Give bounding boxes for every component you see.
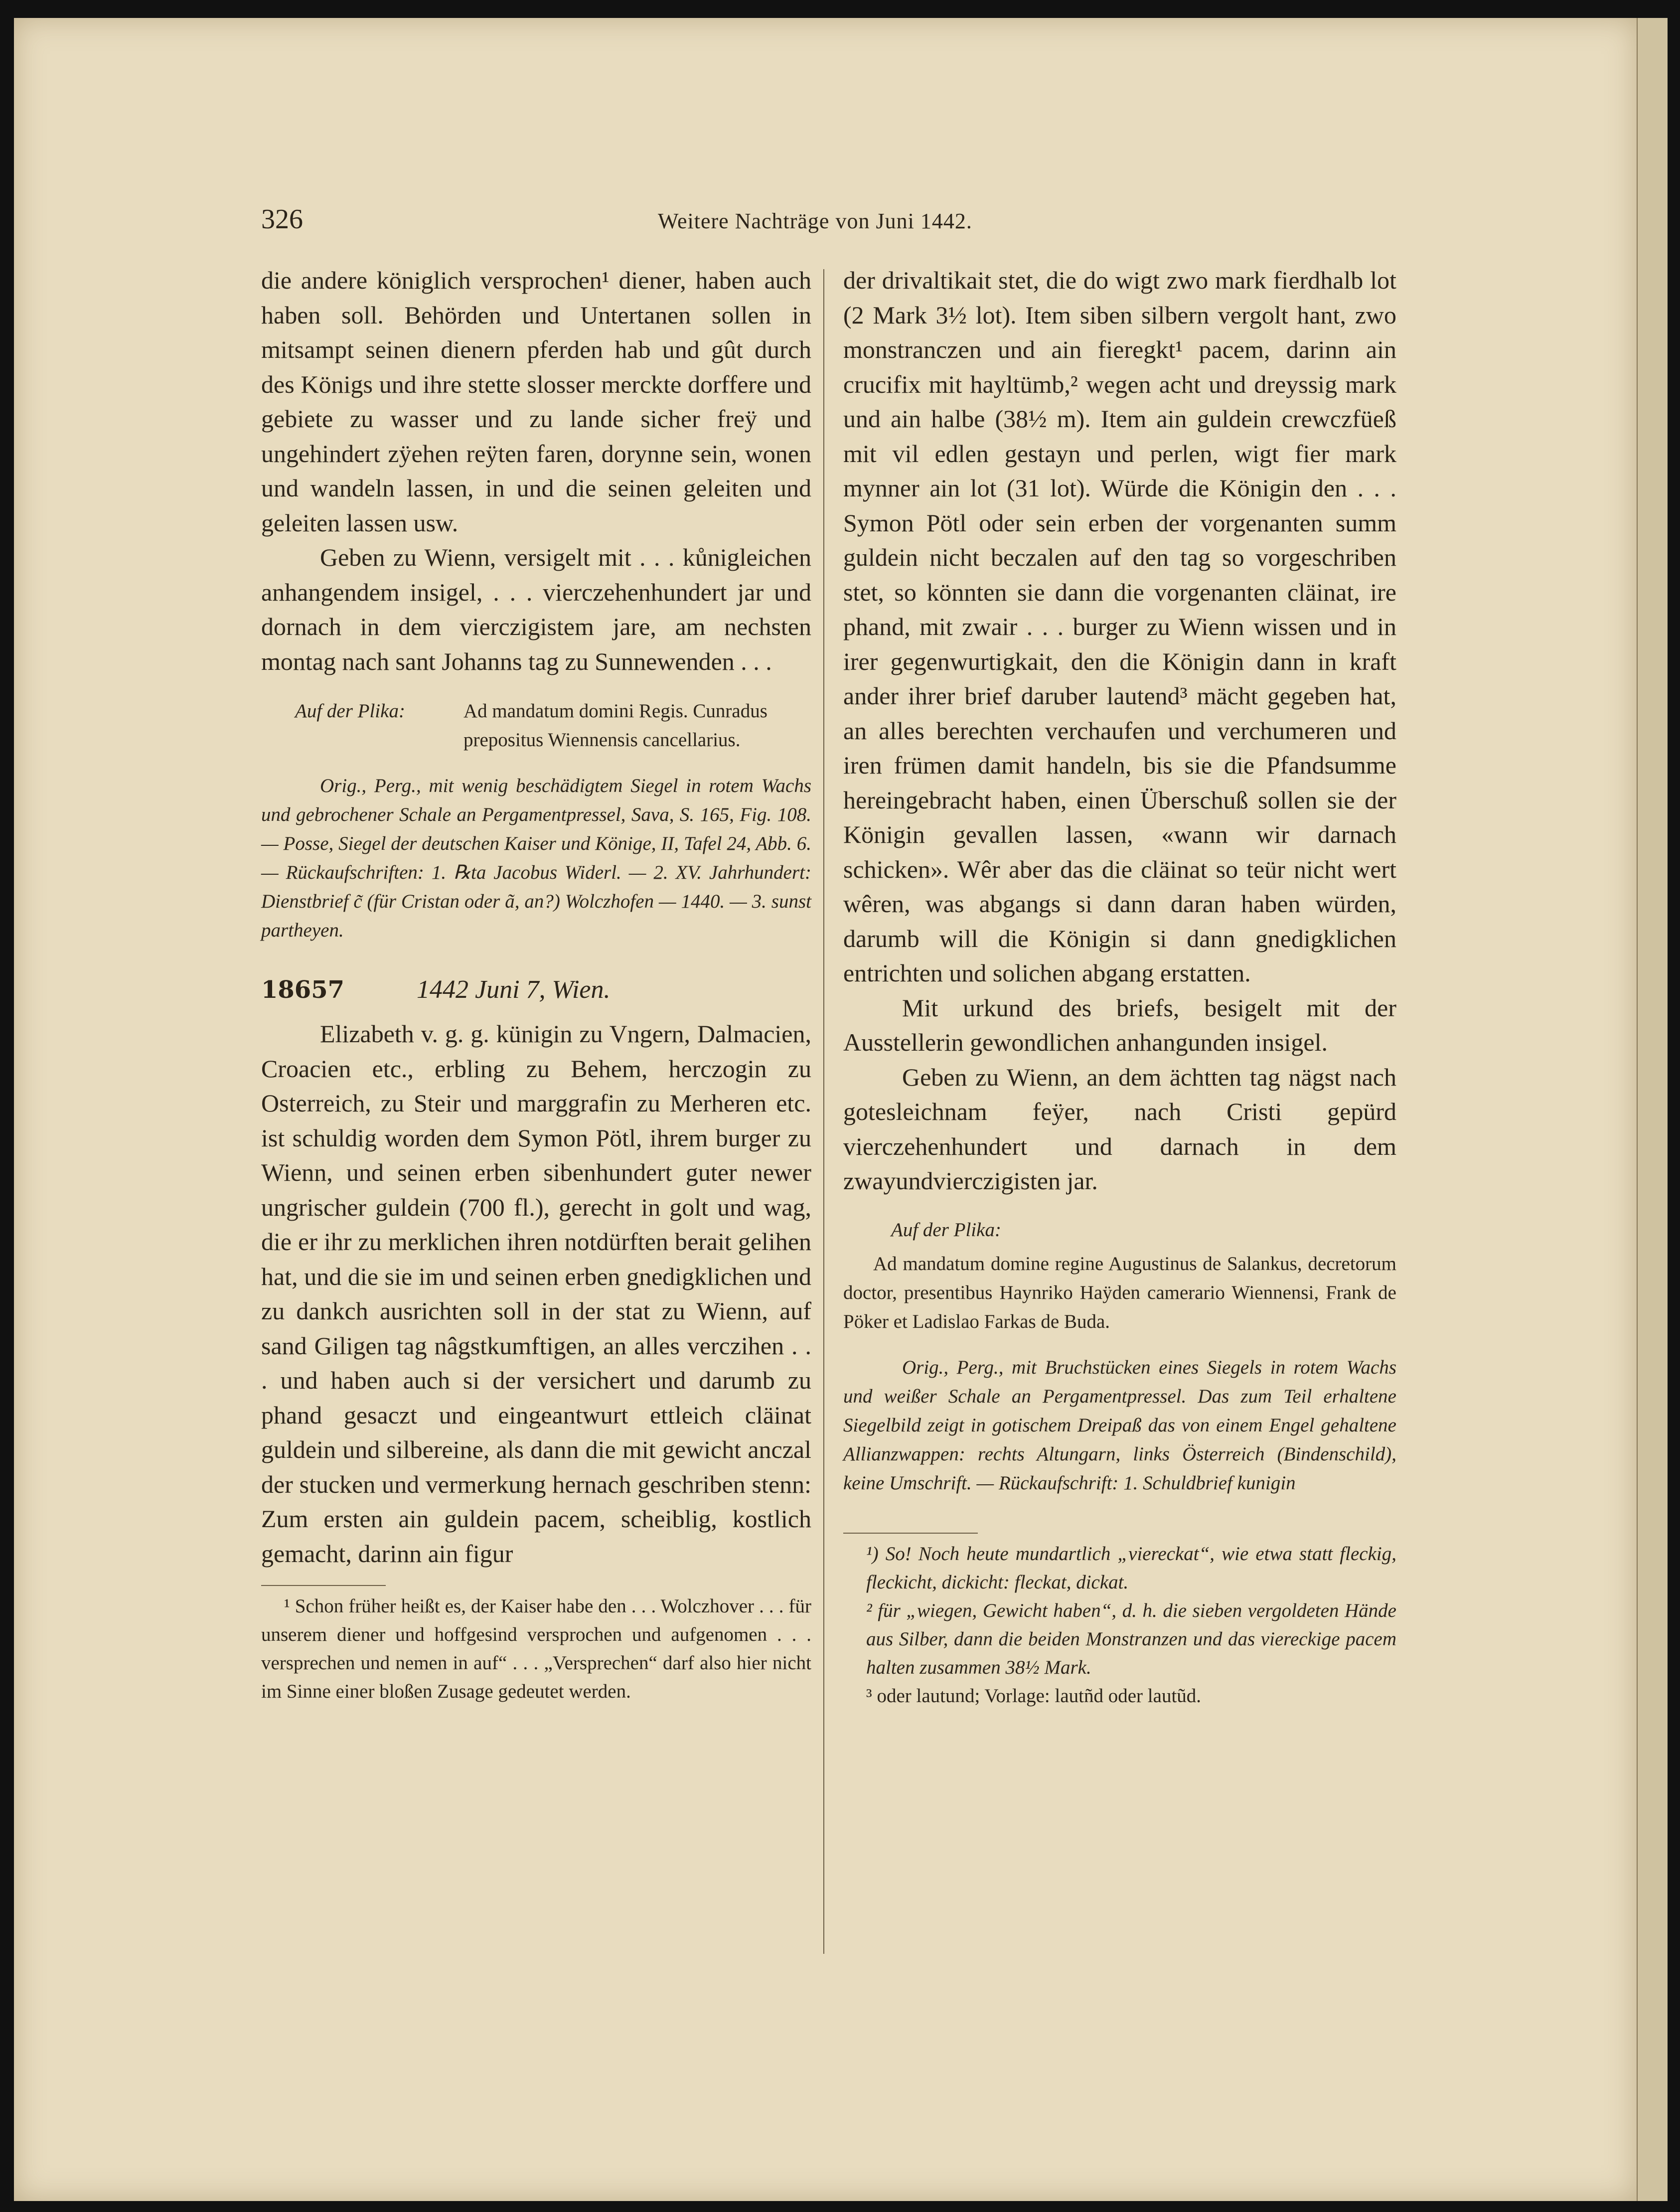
right-column <box>843 263 1396 1710</box>
entry-heading <box>261 970 811 1010</box>
footnote-right-3: ³ oder lautund; Vorlage: lautñd oder lautũd. <box>866 1685 1202 1707</box>
plika-note <box>261 697 811 755</box>
footnotes-right <box>843 1533 1396 1710</box>
plika-text: Ad mandatum domini Regis. Cunradus prepositus Wiennensis cancellarius. <box>463 700 767 751</box>
plika-label: Auf der Plika: <box>295 700 405 722</box>
page-edge <box>1637 18 1668 2201</box>
plika-label-right: Auf der Plika: <box>891 1219 1001 1241</box>
right-paragraph-date: Geben zu Wienn, an dem ächtten tag nägst nach gotesleichnam feÿer, nach Cristi gepürd vierczehenhundert und darnach in dem zwayundvierczigisten jar. <box>843 1063 1396 1195</box>
column-divider <box>823 269 824 1954</box>
footnote-rule-right <box>843 1533 978 1534</box>
right-paragraph-1: der drivaltikait stet, die do wigt zwo mark fierdhalb lot (2 Mark 3½ lot). Item siben silbern vergolt hant, zwo monstranczen und ain fieregkt¹ pacem, darinn ain crucifix mit hayltümb,² wegen acht und dreyssig mark und ain halbe (38½ m). Item ain guldein crewczfüeß mit vil edlen gestayn und perlen, wigt fier mark mynner ain lot (31 lot). Würde die Königin den . . . Symon Pötl oder sein erben der vorgenanten summ guldein nicht beczalen auf den tag so vorgeschriben stet, so könnten sie dann die vorgenanten cläinat, ire phand, mit zwair . . . burger zu Wienn wissen und in irer gegenwurtigkait, den die Königin dann in kraft ander ihrer brief daruber lautend³ mächt gegeben hat, an alles berechten verchaufen und verchumeren und iren frümen damit handeln, bis sie die Pfandsumme hereingebracht haben, einen Überschuß sollen sie der Königin gevallen lassen, «wann wir darnach schicken». Wêr aber das die cläinat so teür nicht wert wêren, was abgangs si dann daran haben würden, darumb will die Königin si dann gnedigklichen entrichten und solichen abgang erstatten. <box>843 266 1396 987</box>
entry-date: 1442 Juni 7, Wien. <box>417 975 611 1004</box>
left-column <box>261 263 811 1706</box>
right-paragraph-seal: Mit urkund des briefs, besigelt mit der Ausstellerin gewondlichen anhangunden insigel. <box>843 993 1396 1056</box>
page-number: 326 <box>261 204 303 235</box>
footnote-1: ¹ Schon früher heißt es, der Kaiser habe den . . . Wolczhover . . . für unserem diener und hoffgesind versprochen und aufgenomen . . . versprechen und nemen in auf“ . . . „Versprechen“ darf also hier nicht im Sinne einer bloßen Zusage gedeutet werden. <box>261 1595 811 1702</box>
plika-text-right: Ad mandatum domine regine Augustinus de Salankus, decretorum doctor, presentibus Haynriko Haÿden camerario Wiennensi, Frank de Pöker et Ladislao Farkas de Buda. <box>843 1253 1396 1332</box>
footnote-right-2: ² für „wiegen, Gewicht haben“, d. h. die sieben vergoldeten Hände aus Silber, dann die beiden Monstranzen und das viereckige pacem halten zusammen 38½ Mark. <box>866 1599 1396 1678</box>
running-title: Weitere Nachträge von Juni 1442. <box>658 209 972 233</box>
orig-note-right: Orig., Perg., mit Bruchstücken eines Siegels in rotem Wachs und weißer Schale an Pergamentpressel. Das zum Teil erhaltene Siegelbild zeigt in gotischem Dreipaß das von einem Engel gehaltene Allianzwappen: rechts Altungarn, links Österreich (Bindenschild), keine Umschrift. — Rückaufschrift: 1. Schuldbrief kunigin <box>843 1356 1396 1494</box>
orig-note: Orig., Perg., mit wenig beschädigtem Siegel in rotem Wachs und gebrochener Schale an Pergamentpressel, Sava, S. 165, Fig. 108. — Posse, Siegel der deutschen Kaiser und Könige, II, Tafel 24, Abb. 6. — Rückaufschriften: 1. ℞ta Jacobus Widerl. — 2. XV. Jahrhundert: Dienstbrief c̃ (für Cristan oder ã, an?) Wolczhofen — 1440. — 3. sunst partheyen. <box>261 775 811 941</box>
left-paragraph-closing: Geben zu Wienn, versigelt mit . . . kůnigleichen anhangendem insigel, . . . vierczehenhundert jar und dornach in dem vierczigistem jare, am nechsten montag nach sant Johanns tag zu Sunnewenden . . . <box>261 543 811 675</box>
entry-number: 18657 <box>261 976 344 1004</box>
footnote-rule <box>261 1585 386 1586</box>
left-paragraph-1: die andere königlich versprochen¹ diener, haben auch haben soll. Behörden und Untertanen sollen in mitsampt seinen dienern pferden hab und gût durch des Königs und ihre stette slosser merckte dorffere und gebiete zu wasser und zu lande sicher freÿ und ungehindert zÿehen reÿten faren, dorynne sein, wonen und wandeln lassen, in und die seinen geleiten und geleiten lassen usw. <box>261 266 811 537</box>
footnote-right-1: ¹) So! Noch heute mundartlich „viereckat“, wie etwa statt fleckig, fleckicht, dickicht: fleckat, dickat. <box>866 1543 1396 1593</box>
left-paragraph-charter: Elizabeth v. g. g. künigin zu Vngern, Dalmacien, Croacien etc., erbling zu Behem, herczogin zu Osterreich, zu Steir und marggrafin zu Merheren etc. ist schuldig worden dem Symon Pötl, ihrem burger zu Wienn, und seinen erben sibenhundert guter newer ungrischer guldein (700 fl.), gerecht in golt und wag, die er ihr zu merklichen ihren notdürften berait gelihen hat, und die sie im und seinen erben gnedigklichen und zu dankch ausrichten soll in der stat zu Wienn, auf sand Giligen tag nâgstkumftigen, an alles verczihen . . . und haben auch si der versichert und darumb zu phand gesaczt und eingeantwurt ettleich cläinat guldein und silbereine, als dann die mit gewicht anczal der stucken und vermerkung hernach geschriben stenn: Zum ersten ain guldein pacem, scheiblig, kostlich gemacht, darinn ain figur <box>261 1020 811 1568</box>
